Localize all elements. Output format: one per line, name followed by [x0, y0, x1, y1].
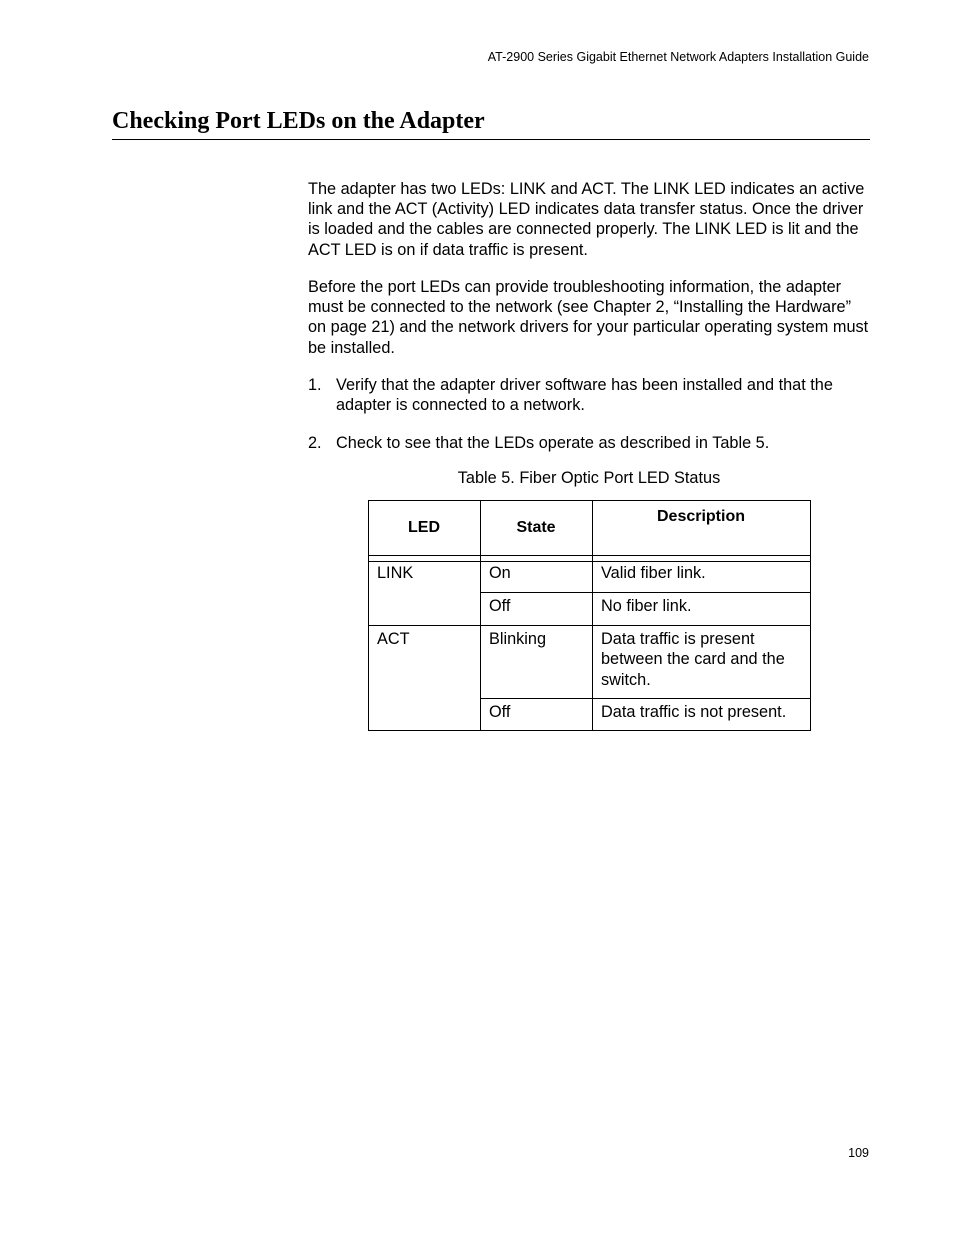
cell-description: No fiber link.	[601, 597, 692, 615]
page-number: 109	[848, 1146, 869, 1160]
prerequisite-paragraph: Before the port LEDs can provide troubleshooting information, the adapter must be connected to the network (see Chapter 2, “Installing the Hardware” on page 21) and the network drivers for your particular operating system must be installed.	[308, 278, 869, 357]
table-caption: Table 5. Fiber Optic Port LED Status	[457, 469, 721, 487]
step-text: Check to see that the LEDs operate as described in Table 5.	[336, 434, 770, 452]
table-border-bottom	[368, 730, 811, 731]
header-rule	[368, 561, 811, 562]
step-number: 1.	[308, 376, 322, 394]
header-rule	[368, 555, 811, 556]
title-rule	[112, 139, 870, 140]
cell-description: Data traffic is present between the card and the switch.	[601, 630, 785, 689]
led-status-table	[368, 500, 811, 731]
cell-state: Blinking	[489, 630, 547, 648]
step-1	[308, 375, 870, 417]
column-divider	[592, 500, 593, 731]
header-description: Description	[656, 508, 745, 525]
running-header: AT-2900 Series Gigabit Ethernet Network Adapters Installation Guide	[487, 50, 869, 64]
intro-paragraph: The adapter has two LEDs: LINK and ACT. The LINK LED indicates an active link and the ACT (Activity) LED indicates data transfer status. Once the driver is loaded and the cables are connected properly. The LINK LED is lit and the ACT LED is on if data traffic is present.	[308, 180, 865, 259]
row-divider	[480, 592, 811, 593]
cell-state: On	[489, 564, 511, 582]
step-text: Verify that the adapter driver software has been installed and that the adapter is connected to a network.	[336, 376, 833, 415]
table-border-right	[810, 500, 811, 731]
step-2	[308, 433, 870, 455]
row-divider	[480, 698, 811, 699]
cell-led: LINK	[377, 564, 414, 582]
header-state: State	[516, 519, 556, 536]
cell-led: ACT	[377, 630, 410, 648]
section-title: Checking Port LEDs on the Adapter	[112, 108, 485, 134]
cell-state: Off	[489, 703, 511, 721]
row-divider	[368, 625, 811, 626]
header-led: LED	[408, 519, 440, 536]
step-number: 2.	[308, 434, 322, 452]
cell-description: Valid fiber link.	[601, 564, 706, 582]
cell-description: Data traffic is not present.	[601, 703, 787, 721]
cell-state: Off	[489, 597, 511, 615]
table-border-top	[368, 500, 811, 501]
